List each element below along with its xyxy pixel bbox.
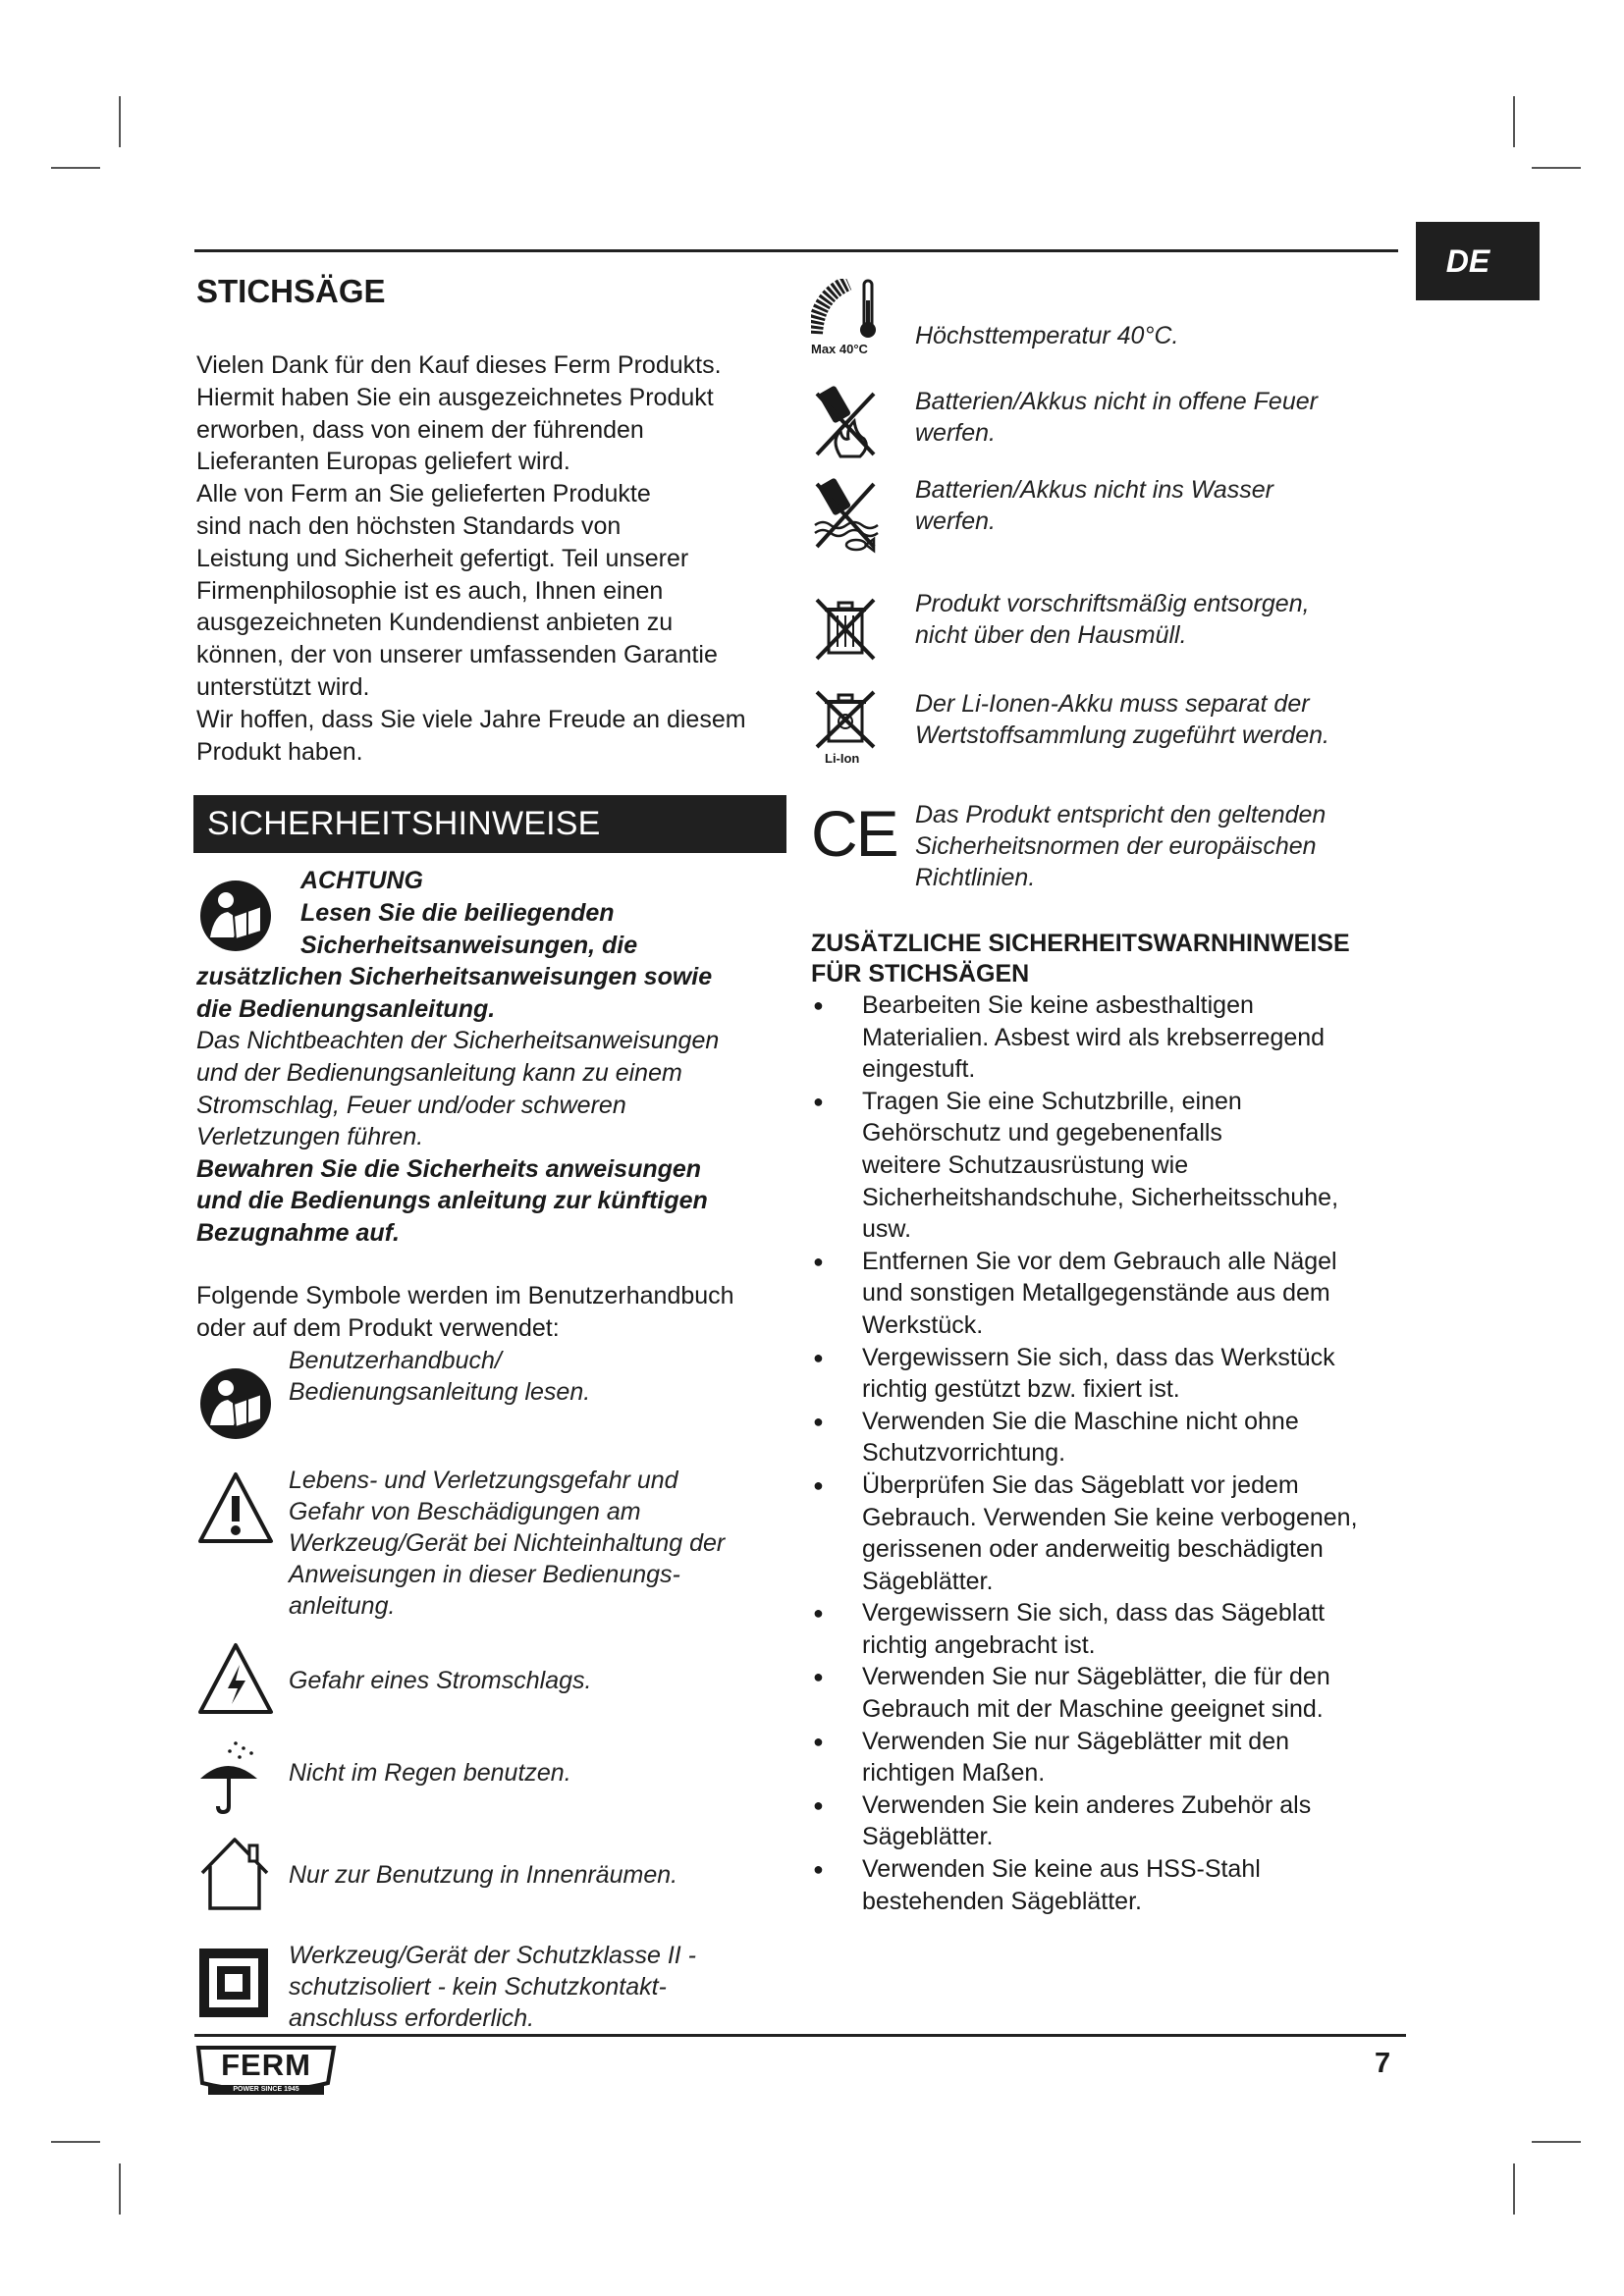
bullet-text-line: gerissenen oder anderweitig beschädigten	[862, 1535, 1324, 1564]
logo-text: FERM	[221, 2048, 311, 2082]
bullet-text-line: Verwenden Sie die Maschine nicht ohne	[862, 1407, 1299, 1435]
symbols-intro-line: Folgende Symbole werden im Benutzerhandbuch	[196, 1282, 734, 1310]
symbol-row	[811, 279, 1420, 356]
list-item	[811, 1342, 1420, 1406]
symbol-text-line: anleitung.	[289, 1592, 396, 1621]
crop-mark	[119, 2163, 121, 2215]
intro-line: Wir hoffen, dass Sie viele Jahre Freude an diesem	[196, 705, 746, 733]
bullet-text-line: Vergewissern Sie sich, dass das Sägeblatt	[862, 1599, 1326, 1628]
page-number: 7	[1375, 2048, 1391, 2079]
umbrella-rain-icon	[196, 1739, 289, 1816]
symbol-text-line: Werkzeug/Gerät der Schutzklasse II -	[289, 1942, 696, 1970]
list-item	[811, 1597, 1420, 1661]
symbol-text-line: Gefahr von Beschädigungen am	[289, 1498, 641, 1526]
crossed-bin-icon	[811, 588, 915, 663]
thermo-max-label: Max 40°C	[811, 342, 868, 356]
symbol-text-line: schutzisoliert - kein Schutzkontakt-	[289, 1973, 667, 2002]
bullet-text-line: Entfernen Sie vor dem Gebrauch alle Nägel	[862, 1247, 1337, 1275]
warning-consequence-line: Verletzungen führen.	[196, 1123, 424, 1151]
symbol-row	[196, 1345, 795, 1443]
warning-heading: ACHTUNG	[300, 867, 423, 895]
symbol-text-line: Lebens- und Verletzungsgefahr und	[289, 1467, 678, 1495]
symbol-row	[811, 588, 1420, 663]
bullet-text-line: Tragen Sie eine Schutzbrille, einen	[862, 1087, 1242, 1115]
intro-line: Firmenphilosophie ist es auch, Ihnen einen	[196, 576, 664, 605]
bullet-dot: ●	[813, 1603, 824, 1624]
symbol-text-line: Nur zur Benutzung in Innenräumen.	[289, 1861, 678, 1890]
list-item	[811, 989, 1420, 1086]
bullet-text-line: und sonstigen Metallgegenstände aus dem	[862, 1279, 1330, 1308]
safety-bullet-list	[811, 989, 1420, 1917]
bullet-text-line: richtigen Maßen.	[862, 1759, 1046, 1788]
bullet-text-line: Überprüfen Sie das Sägeblatt vor jedem	[862, 1470, 1299, 1499]
section-bar-safety: SICHERHEITSHINWEISE	[193, 795, 786, 853]
bullet-dot: ●	[813, 1474, 824, 1495]
ferm-logo	[194, 2044, 338, 2099]
li-ion-label: Li-Ion	[825, 751, 860, 766]
symbol-text-line: Bedienungsanleitung lesen.	[289, 1378, 591, 1407]
symbol-text-line: Der Li-Ionen-Akku muss separat der	[915, 690, 1310, 718]
bullet-text-line: weitere Schutzausrüstung wie	[862, 1150, 1189, 1179]
keep-instructions-line: Bezugnahme auf.	[196, 1218, 400, 1247]
bullet-text-line: richtig gestützt bzw. fixiert ist.	[862, 1375, 1180, 1404]
symbol-text-line: Das Produkt entspricht den geltenden	[915, 801, 1326, 828]
house-icon	[196, 1834, 289, 1912]
symbol-row	[811, 382, 1420, 460]
crop-mark	[51, 167, 100, 169]
intro-line: ausgezeichneten Kundendienst anbieten zu	[196, 609, 674, 637]
intro-line: Lieferanten Europas geliefert wird.	[196, 448, 570, 476]
symbol-row	[811, 688, 1420, 766]
bullet-text-line: Sicherheitshandschuhe, Sicherheitsschuhe,	[862, 1183, 1339, 1211]
list-item	[811, 1469, 1420, 1597]
symbol-row	[196, 1465, 795, 1622]
bullet-dot: ●	[813, 995, 824, 1015]
crop-mark	[1532, 2141, 1581, 2143]
logo-tagline: POWER SINCE 1945	[233, 2086, 299, 2093]
symbol-text-line: Nicht im Regen benutzen.	[289, 1759, 571, 1788]
symbol-row	[196, 1739, 795, 1816]
list-item	[811, 1853, 1420, 1917]
keep-instructions-line: Bewahren Sie die Sicherheits anweisungen	[196, 1154, 702, 1183]
intro-line: Leistung und Sicherheit gefertigt. Teil unserer	[196, 544, 689, 572]
symbol-text-line: Produkt vorschriftsmäßig entsorgen,	[915, 590, 1310, 617]
battery-no-water-icon	[811, 474, 915, 555]
list-item	[811, 1406, 1420, 1469]
symbol-text-line: Batterien/Akkus nicht ins Wasser	[915, 476, 1273, 504]
bullet-dot: ●	[813, 1091, 824, 1111]
symbol-text-line: Anweisungen in dieser Bedienungs-	[289, 1561, 680, 1589]
symbol-row	[196, 1834, 795, 1912]
symbol-row	[196, 1940, 795, 2034]
bullet-text-line: Gehörschutz und gegebenenfalls	[862, 1119, 1222, 1148]
bullet-dot: ●	[813, 1251, 824, 1271]
symbol-text-line: werfen.	[915, 419, 996, 447]
symbol-text-line: Höchsttemperatur 40°C.	[915, 322, 1179, 349]
bullet-text-line: Gebrauch. Verwenden Sie keine verbogenen,	[862, 1503, 1358, 1531]
list-item	[811, 1661, 1420, 1725]
bullet-text-line: Materialien. Asbest wird als krebserregend	[862, 1023, 1326, 1051]
warning-triangle-icon	[196, 1465, 289, 1545]
bullet-text-line: Werkstück.	[862, 1310, 984, 1339]
section-heading: ZUSÄTZLICHE SICHERHEITSWARNHINWEISE	[811, 930, 1350, 957]
intro-line: Vielen Dank für den Kauf dieses Ferm Produkts.	[196, 351, 722, 379]
symbol-text-line: Batterien/Akkus nicht in offene Feuer	[915, 388, 1318, 415]
intro-text	[196, 349, 795, 768]
intro-line: Alle von Ferm an Sie gelieferten Produkte	[196, 480, 651, 508]
electric-shock-icon	[196, 1641, 289, 1716]
bullet-text-line: Verwenden Sie keine aus HSS-Stahl	[862, 1855, 1261, 1884]
bullet-dot: ●	[813, 1731, 824, 1751]
bullet-text-line: Schutzvorrichtung.	[862, 1439, 1066, 1468]
symbol-row	[196, 1641, 795, 1716]
symbol-row	[811, 799, 1420, 893]
language-tab: DE	[1416, 222, 1540, 300]
warning-line: die Bedienungsanleitung.	[196, 994, 496, 1023]
symbol-row	[811, 474, 1420, 555]
bullet-text-line: richtig angebracht ist.	[862, 1630, 1096, 1659]
list-item	[811, 1726, 1420, 1789]
bullet-text-line: Verwenden Sie nur Sägeblätter mit den	[862, 1727, 1289, 1755]
symbol-text-line: Werkzeug/Gerät bei Nichteinhaltung der	[289, 1529, 726, 1558]
intro-line: Produkt haben.	[196, 737, 363, 766]
symbol-text-line: Richtlinien.	[915, 864, 1036, 891]
bullet-text-line: Bearbeiten Sie keine asbesthaltigen	[862, 991, 1254, 1019]
bullet-text-line: Gebrauch mit der Maschine geeignet sind.	[862, 1695, 1324, 1724]
intro-line: unterstützt wird.	[196, 672, 370, 701]
crop-mark	[1513, 96, 1515, 147]
bullet-text-line: Verwenden Sie nur Sägeblätter, die für den	[862, 1663, 1330, 1691]
warning-consequence-line: und der Bedienungsanleitung kann zu einem	[196, 1058, 682, 1087]
intro-line: Hiermit haben Sie ein ausgezeichnetes Produkt	[196, 383, 714, 411]
intro-line: sind nach den höchsten Standards von	[196, 511, 622, 540]
ce-mark-text: CE	[811, 797, 897, 870]
ce-mark-icon	[811, 797, 915, 870]
bullet-text-line: Sägeblätter.	[862, 1823, 994, 1851]
right-column	[811, 279, 1420, 1917]
crop-mark	[51, 2141, 100, 2143]
crop-mark	[119, 96, 121, 147]
symbol-text-line: Benutzerhandbuch/	[289, 1347, 502, 1375]
bullet-dot: ●	[813, 1667, 824, 1687]
symbol-text-line: anschluss erforderlich.	[289, 2004, 535, 2033]
battery-no-fire-icon	[811, 382, 915, 460]
section-heading: FÜR STICHSÄGEN	[811, 960, 1030, 988]
bullet-text-line: eingestuft.	[862, 1055, 976, 1084]
warning-line: Lesen Sie die beiliegenden	[300, 898, 615, 927]
bullet-text-line: usw.	[862, 1215, 912, 1244]
bullet-text-line: Verwenden Sie kein anderes Zubehör als	[862, 1790, 1312, 1819]
symbol-text-line: Sicherheitsnormen der europäischen	[915, 832, 1317, 860]
bullet-dot: ●	[813, 1794, 824, 1815]
intro-line: können, der von unserer umfassenden Garantie	[196, 641, 718, 669]
bullet-text-line: Sägeblätter.	[862, 1567, 994, 1595]
warning-consequence-line: Das Nichtbeachten der Sicherheitsanweisungen	[196, 1027, 720, 1055]
bullet-dot: ●	[813, 1347, 824, 1367]
symbols-intro-line: oder auf dem Produkt verwendet:	[196, 1314, 560, 1343]
intro-line: erworben, dass von einem der führenden	[196, 415, 644, 444]
li-ion-bin-icon	[811, 688, 915, 766]
header-rule	[194, 249, 1398, 252]
read-manual-icon	[196, 865, 300, 961]
list-item	[811, 1246, 1420, 1342]
page-title: STICHSÄGE	[196, 273, 386, 309]
bullet-dot: ●	[813, 1411, 824, 1431]
symbol-text-line: nicht über den Hausmüll.	[915, 621, 1187, 649]
list-item	[811, 1086, 1420, 1246]
warning-line: Sicherheitsanweisungen, die	[300, 931, 638, 959]
symbol-text-line: werfen.	[915, 507, 996, 535]
keep-instructions-line: und die Bedienungs anleitung zur künftigen	[196, 1187, 708, 1215]
warning-block	[196, 865, 795, 1249]
bullet-text-line: bestehenden Sägeblätter.	[862, 1887, 1142, 1915]
bullet-text-line: Vergewissern Sie sich, dass das Werkstück	[862, 1343, 1335, 1371]
left-column	[196, 267, 795, 2034]
read-manual-icon	[196, 1345, 289, 1443]
symbol-text-line: Wertstoffsammlung zugeführt werden.	[915, 721, 1329, 749]
crop-mark	[1532, 167, 1581, 169]
thermometer-icon	[811, 279, 915, 356]
list-item	[811, 1789, 1420, 1853]
footer-rule	[194, 2034, 1406, 2037]
crop-mark	[1513, 2163, 1515, 2215]
class-ii-icon	[196, 1940, 289, 2020]
bullet-dot: ●	[813, 1859, 824, 1880]
warning-consequence-line: Stromschlag, Feuer und/oder schweren	[196, 1091, 626, 1119]
symbol-text-line: Gefahr eines Stromschlags.	[289, 1667, 592, 1695]
warning-line: zusätzlichen Sicherheitsanweisungen sowie	[196, 963, 713, 991]
